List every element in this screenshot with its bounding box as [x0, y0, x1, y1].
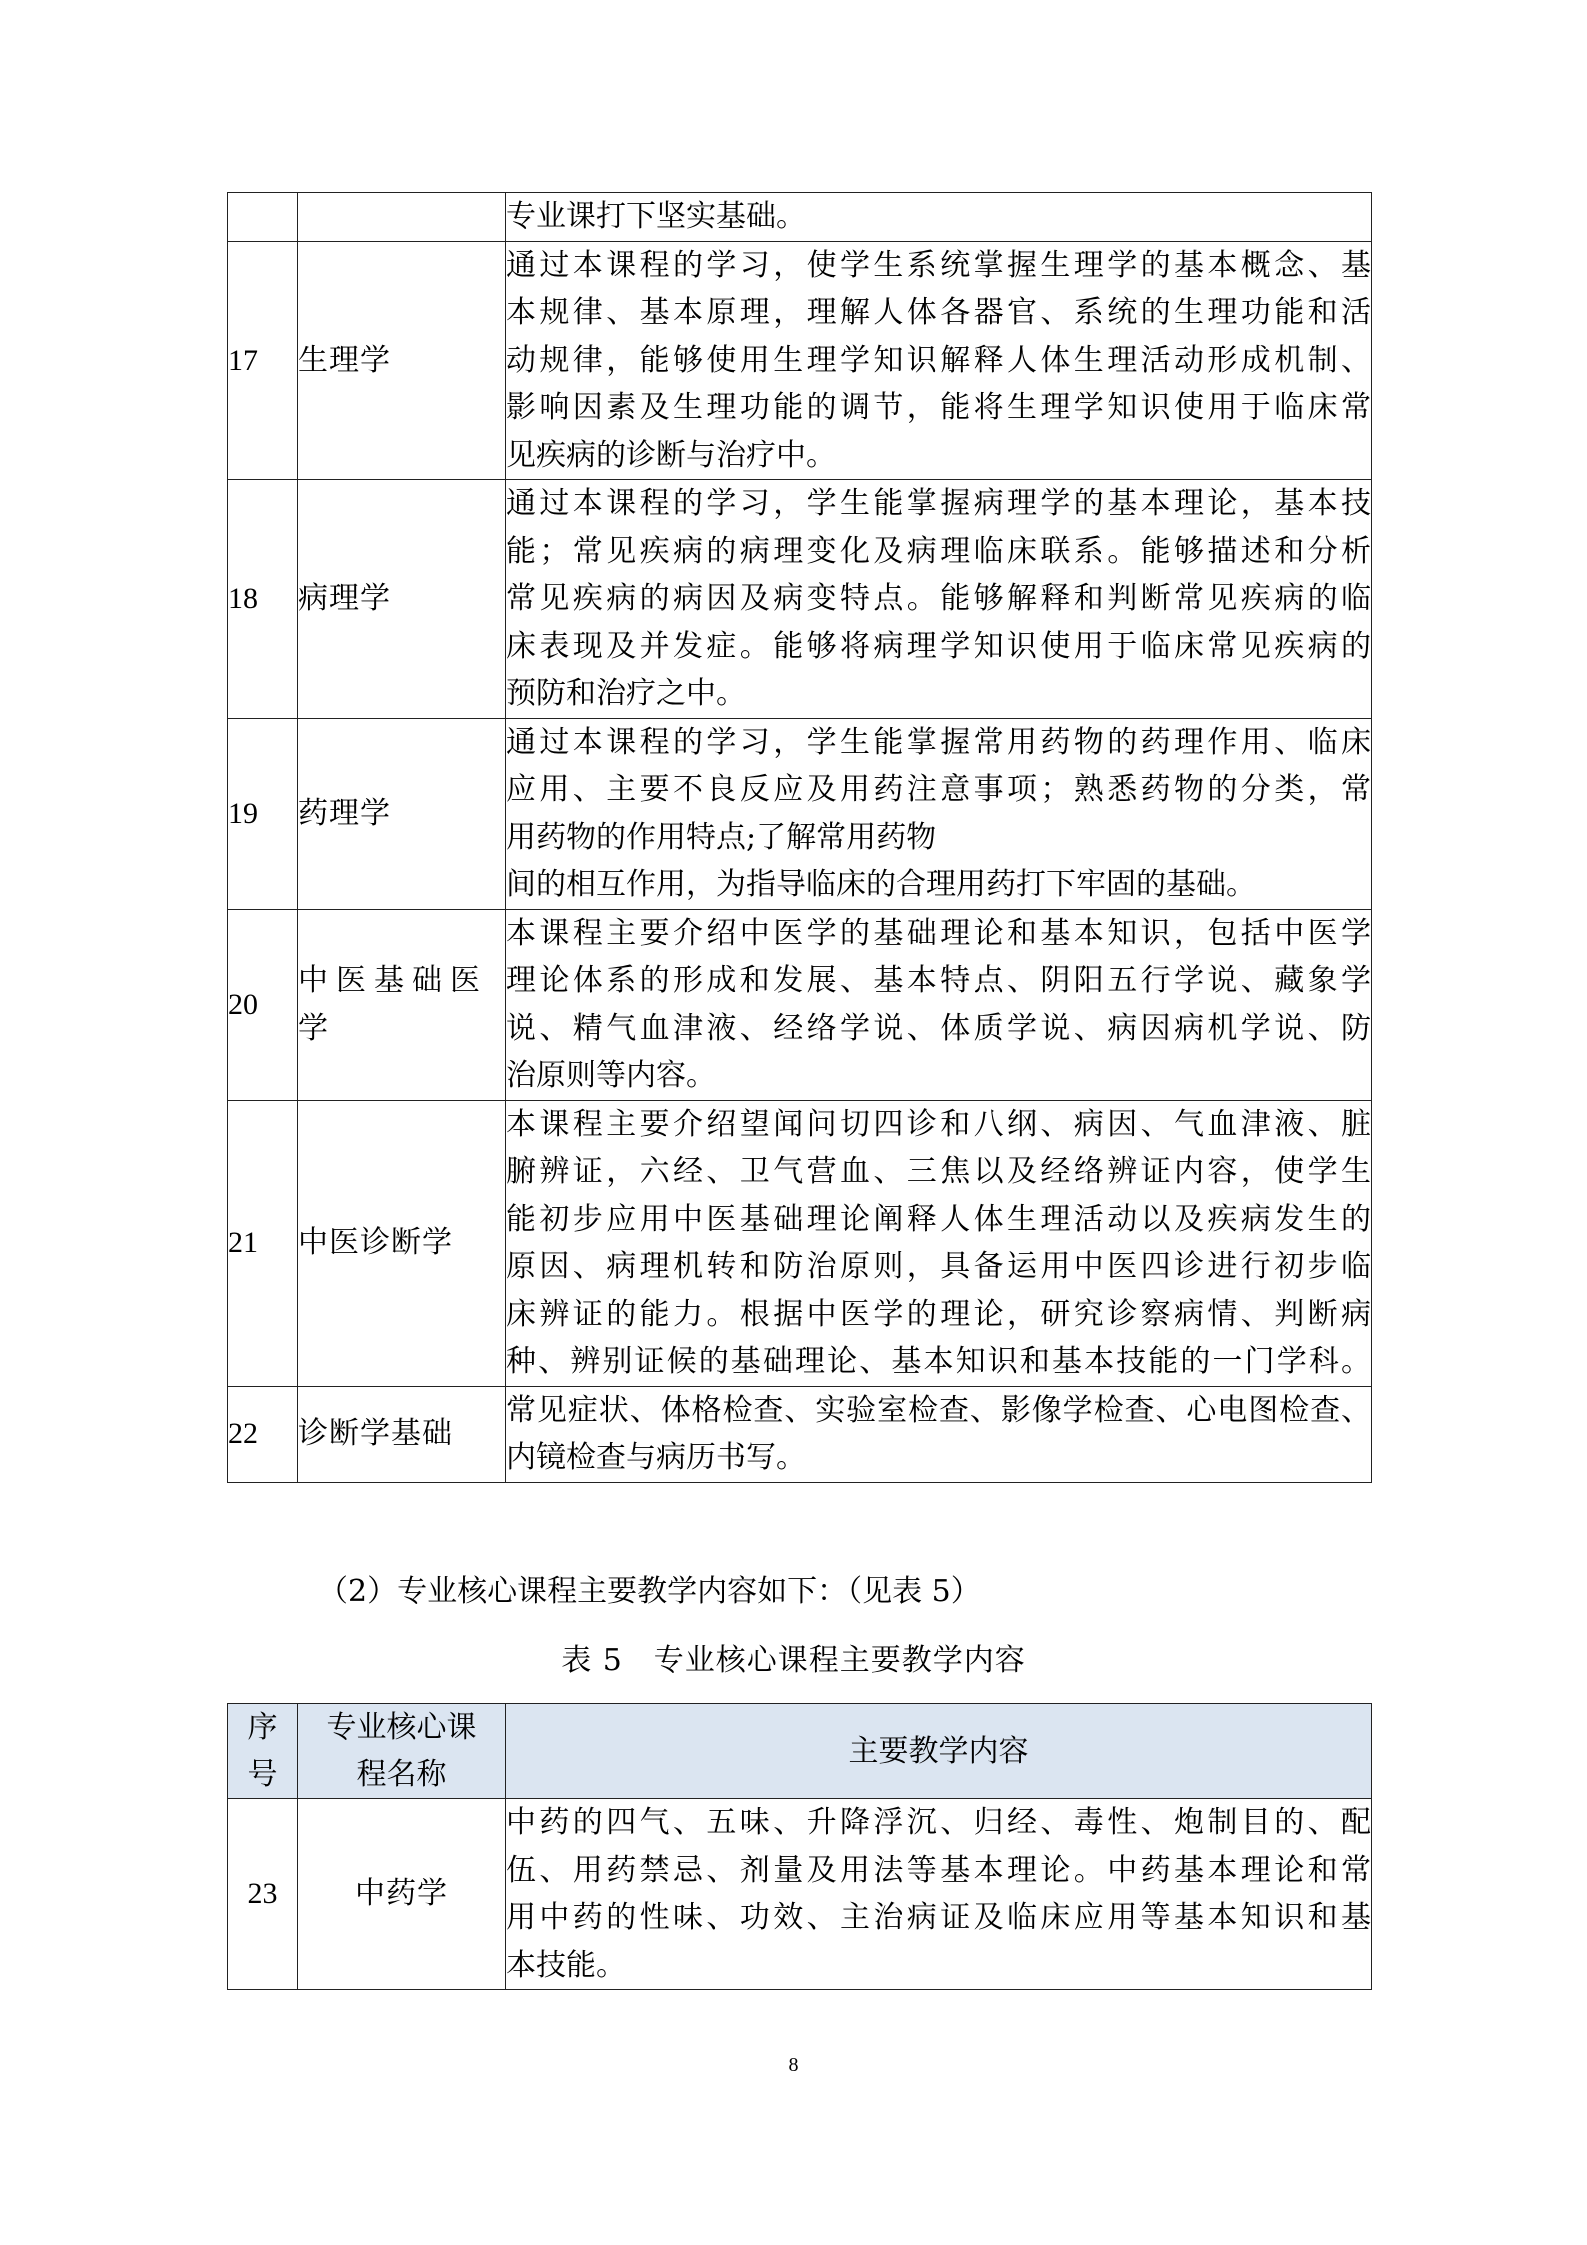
content-line: 用中药的性味、功效、主治病证及临床应用等基本知识和基: [506, 1900, 1371, 1935]
course-content-cell: [506, 241, 1372, 480]
course-content-cell: [506, 1799, 1372, 1990]
content-line: 通过本课程的学习，学生能掌握病理学的基本理论，基本技: [506, 486, 1371, 521]
content-line: 床表现及并发症。能够将病理学知识使用于临床常见疾病的: [506, 628, 1371, 664]
course-content-cell: [506, 909, 1372, 1100]
core-course-table: [227, 1703, 1372, 1990]
content-line: 能初步应用中医基础理论阐释人体生理活动以及疾病发生的: [506, 1201, 1371, 1237]
header-content: 主要教学内容: [506, 1704, 1372, 1799]
content-line: 内镜检查与病历书写。: [506, 1440, 806, 1475]
content-line: 腑辨证，六经、卫气营血、三焦以及经络辨证内容，使学生: [506, 1154, 1371, 1189]
course-number-cell: 19: [228, 718, 298, 909]
table-row-course-21: [228, 1100, 1372, 1386]
content-line: 应用、主要不良反应及用药注意事项；熟悉药物的分类，常: [506, 772, 1371, 807]
content-line: 伍、用药禁忌、剂量及用法等基本理论。中药基本理论和常: [506, 1852, 1371, 1888]
content-line: 理论体系的形成和发展、基本特点、阴阳五行学说、藏象学: [506, 963, 1371, 998]
content-line: 用药物的作用特点;了解常用药物: [506, 819, 937, 855]
table-row-continuation: [228, 193, 1372, 242]
course-content-cell: [506, 193, 1372, 242]
course-content-table: [227, 192, 1372, 1483]
course-content-cell: [506, 480, 1372, 719]
content-line: 说、精气血津液、经络学说、体质学说、病因病机学说、防: [506, 1010, 1371, 1046]
course-content-cell: [506, 1386, 1372, 1482]
header-course-name: 专业核心课程名称: [298, 1704, 506, 1799]
content-line: 常见疾病的病因及病变特点。能够解释和判断常见疾病的临: [506, 581, 1371, 616]
body-paragraph: （2）专业核心课程主要教学内容如下：（见表 5）: [318, 1574, 981, 1609]
course-content-cell: [506, 718, 1372, 909]
course-name-cell: 病理学: [298, 480, 506, 719]
table-row-course-17: [228, 241, 1372, 480]
content-line: 治原则等内容。: [506, 1058, 716, 1093]
content-line: 本技能。: [506, 1947, 626, 1983]
course-name-cell: [298, 193, 506, 242]
content-line: 种、辨别证候的基础理论、基本知识和基本技能的一门学科。: [506, 1344, 1371, 1379]
content-line: 间的相互作用，为指导临床的合理用药打下牢固的基础。: [506, 867, 1256, 902]
course-number-cell: 22: [228, 1386, 298, 1482]
course-name-cell: 诊断学基础: [298, 1386, 506, 1482]
content-line: 原因、病理机转和防治原则，具备运用中医四诊进行初步临: [506, 1249, 1371, 1284]
content-line: 常见症状、体格检查、实验室检查、影像学检查、心电图检查、: [506, 1392, 1371, 1428]
content-line: 影响因素及生理功能的调节，能将生理学知识使用于临床常: [506, 390, 1371, 425]
course-content-cell: [506, 1100, 1372, 1386]
course-number-cell: [228, 193, 298, 242]
content-line: 预防和治疗之中。: [506, 676, 746, 711]
content-line: 床辨证的能力。根据中医学的理论，研究诊察病情、判断病: [506, 1296, 1371, 1332]
course-name-cell: 中医基础医学: [298, 909, 506, 1100]
content-line: 通过本课程的学习，使学生系统掌握生理学的基本概念、基: [506, 247, 1371, 283]
course-number-cell: 23: [228, 1799, 298, 1990]
course-number-cell: 20: [228, 909, 298, 1100]
course-name-cell: 药理学: [298, 718, 506, 909]
content-line: 中药的四气、五味、升降浮沉、归经、毒性、炮制目的、配: [506, 1805, 1371, 1840]
table-row-course-23: [228, 1799, 1372, 1990]
content-line: 专业课打下坚实基础。: [506, 199, 806, 234]
content-line: 通过本课程的学习，学生能掌握常用药物的药理作用、临床: [506, 724, 1371, 760]
course-name-cell: 生理学: [298, 241, 506, 480]
course-number-cell: 17: [228, 241, 298, 480]
course-name-cell: 中医诊断学: [298, 1100, 506, 1386]
content-line: 本课程主要介绍中医学的基础理论和基本知识，包括中医学: [506, 915, 1371, 951]
content-line: 本规律、基本原理，理解人体各器官、系统的生理功能和活: [506, 295, 1371, 330]
table-caption: 表 5 专业核心课程主要教学内容: [561, 1643, 1026, 1678]
header-number: 序号: [228, 1704, 298, 1799]
content-line: 能；常见疾病的病理变化及病理临床联系。能够描述和分析: [506, 533, 1371, 569]
course-name-cell: 中药学: [298, 1799, 506, 1990]
content-line: 动规律，能够使用生理学知识解释人体生理活动形成机制、: [506, 342, 1371, 378]
content-line: 见疾病的诊断与治疗中。: [506, 437, 836, 473]
table-row-course-18: [228, 480, 1372, 719]
table-header-row: [228, 1704, 1372, 1799]
content-line: 本课程主要介绍望闻问切四诊和八纲、病因、气血津液、脏: [506, 1106, 1371, 1142]
page-number: 8: [788, 2054, 799, 2076]
table-row-course-22: [228, 1386, 1372, 1482]
table-row-course-20: [228, 909, 1372, 1100]
course-number-cell: 18: [228, 480, 298, 719]
table-row-course-19: [228, 718, 1372, 909]
course-number-cell: 21: [228, 1100, 298, 1386]
